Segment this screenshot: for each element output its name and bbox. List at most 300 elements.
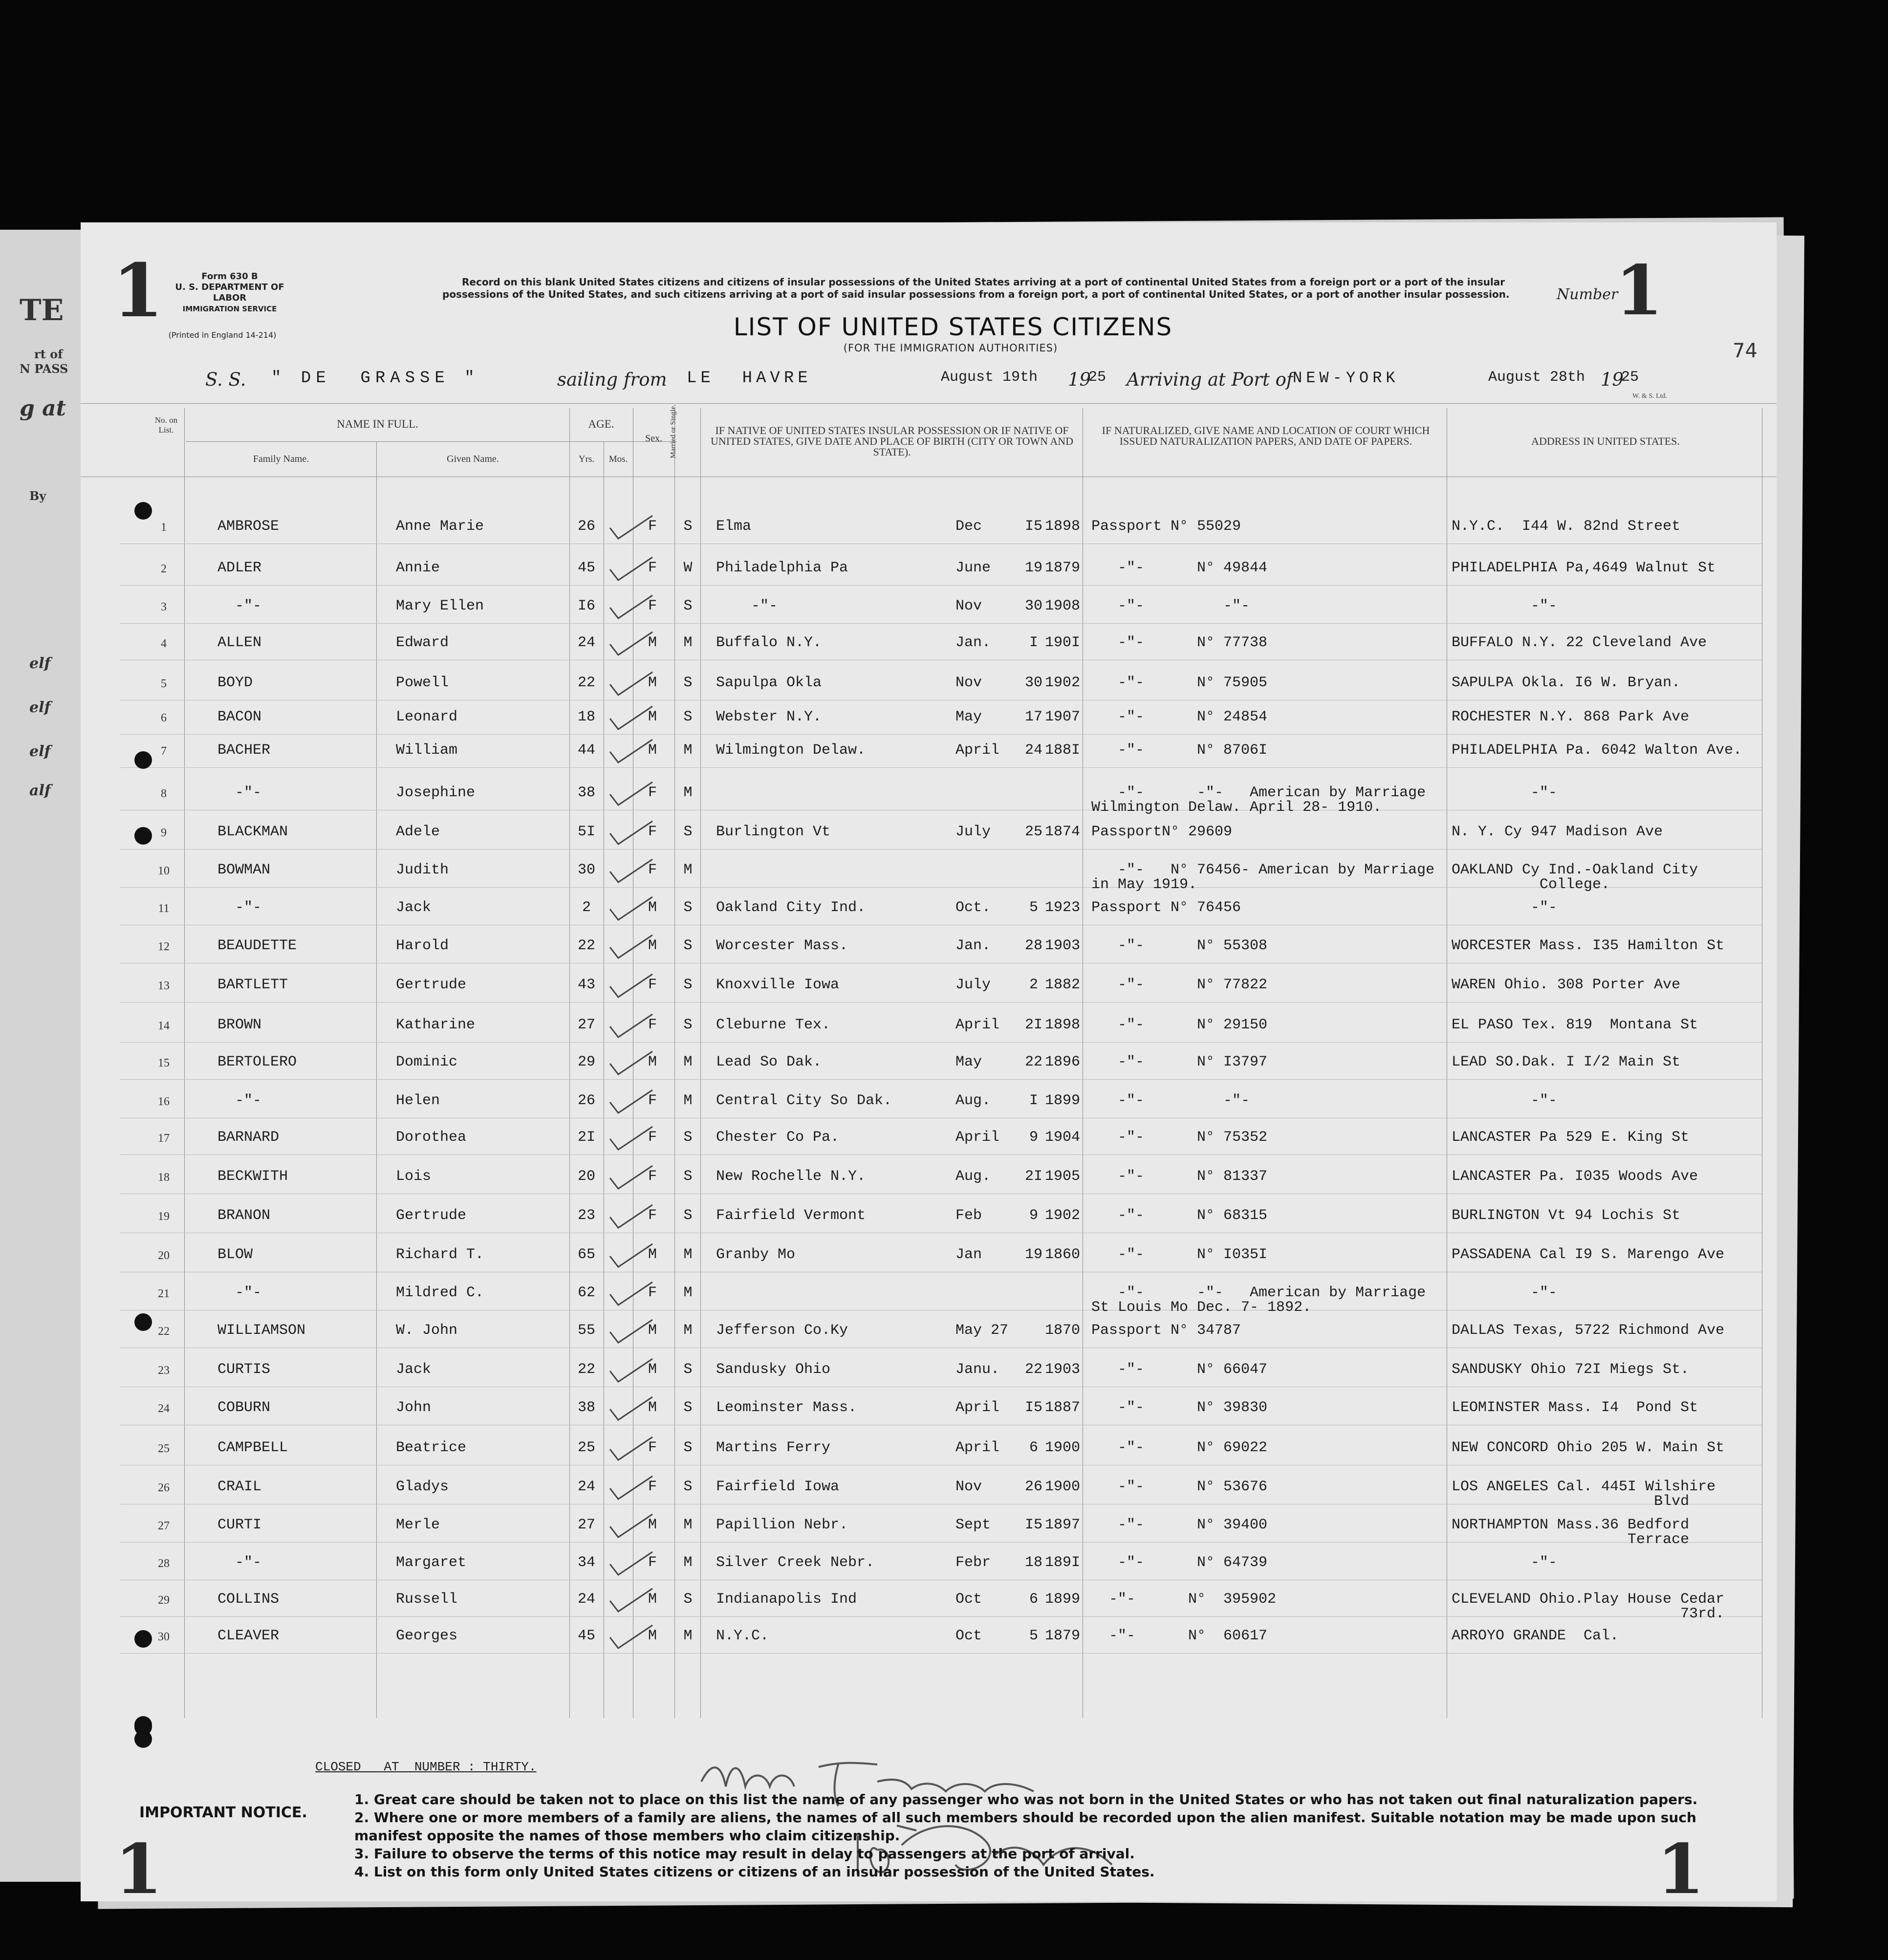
cell-year: 1898 — [1044, 1017, 1080, 1033]
cell-family: ADLER — [217, 560, 262, 576]
cell-day: 30 — [1024, 675, 1042, 691]
check-mark — [606, 593, 660, 622]
cell-year: 1907 — [1044, 709, 1080, 725]
cell-ms: M — [683, 862, 693, 878]
cell-year: 1898 — [1044, 518, 1080, 535]
cell-place: Jefferson Co.Ky — [716, 1322, 848, 1339]
cell-age: 55 — [577, 1322, 595, 1339]
punch-hole — [134, 502, 152, 520]
check-mark — [606, 1124, 660, 1154]
check-mark — [606, 670, 660, 699]
underlying-text: elf — [29, 743, 51, 760]
check-mark — [606, 1356, 660, 1386]
cell-addr: LANCASTER Pa. I035 Woods Ave — [1452, 1168, 1698, 1185]
cell-nat: -"- -"- — [1091, 1092, 1250, 1109]
cell-year: 1899 — [1044, 1591, 1080, 1608]
cell-given: Mary Ellen — [396, 598, 484, 614]
col-yrs: Yrs. — [578, 454, 595, 464]
punch-hole — [134, 1730, 152, 1748]
row-number: 11 — [158, 902, 170, 915]
cell-month: April — [955, 1129, 1000, 1146]
cell-ms: S — [683, 1168, 693, 1185]
cell-year: 1870 — [1044, 1322, 1080, 1339]
cell-nat: -"- N° 39400 — [1091, 1517, 1268, 1533]
notice-item: 3. Failure to observe the terms of this notice may result in delay to passengers at the port of arrival. — [354, 1846, 1135, 1862]
cell-sex: F — [648, 1129, 657, 1146]
cell-given: Leonard — [396, 709, 458, 725]
cell-day: 9 — [1029, 1207, 1038, 1224]
page-number-top-left: 1 — [112, 248, 164, 334]
cell-age: 5I — [577, 824, 595, 840]
row-number: 4 — [161, 637, 167, 650]
cell-nat: -"- N° 49844 — [1091, 560, 1268, 576]
cell-place: Elma — [716, 518, 752, 535]
cell-family: BARTLETT — [217, 977, 288, 993]
cell-addr: -"- — [1452, 1285, 1558, 1301]
cell-day: 6 — [1029, 1439, 1038, 1456]
cell-day: 2I — [1024, 1168, 1042, 1185]
cell-addr: N.Y.C. I44 W. 82nd Street — [1452, 518, 1681, 535]
cell-nat: -"- N° I035I — [1091, 1246, 1268, 1263]
department: U. S. DEPARTMENT OF LABOR — [175, 282, 284, 303]
cell-age: 2 — [582, 899, 591, 916]
cell-ms: S — [683, 1361, 693, 1378]
cell-sex: M — [648, 1517, 657, 1533]
cell-age: 22 — [577, 937, 595, 954]
row-number: 28 — [158, 1557, 170, 1570]
cell-ms: S — [683, 1207, 693, 1224]
cell-nat: PassportN° 29609 — [1091, 824, 1233, 840]
cell-addr: WAREN Ohio. 308 Porter Ave — [1452, 977, 1681, 993]
cell-addr: LEOMINSTER Mass. I4 Pond St — [1452, 1399, 1698, 1416]
check-mark — [606, 1435, 660, 1464]
cell-day: 26 — [1024, 1479, 1042, 1495]
cell-nat: -"- -"- American by Marriage — [1091, 784, 1426, 801]
cell-addr: ROCHESTER N.Y. 868 Park Ave — [1452, 709, 1690, 725]
cell-sex: F — [648, 977, 657, 993]
row-number: 3 — [161, 601, 167, 613]
cell-age: 24 — [577, 1479, 595, 1495]
check-mark — [606, 1549, 660, 1579]
cell-nat: -"- N° I3797 — [1091, 1054, 1268, 1070]
cell-ms: S — [683, 824, 693, 840]
port-from: LE HAVRE — [687, 369, 812, 388]
check-mark — [606, 972, 660, 1001]
cell-nat: Passport N° 76456 — [1091, 899, 1241, 916]
cell-ms: S — [683, 937, 693, 954]
cell-place: Sapulpa Okla — [716, 675, 822, 691]
cell-place: Indianapolis Ind — [716, 1591, 857, 1608]
cell-year: 190I — [1044, 634, 1080, 651]
cell-month: April — [955, 742, 1000, 759]
cell-nat: Passport N° 34787 — [1091, 1322, 1241, 1339]
cell-addr: LANCASTER Pa 529 E. King St — [1452, 1129, 1690, 1146]
cell-ms: S — [683, 1399, 693, 1416]
cell-day: I — [1029, 634, 1038, 651]
cell-year: 1860 — [1044, 1246, 1080, 1263]
cell-month: Oct — [955, 1591, 982, 1608]
cell-year: 1904 — [1044, 1129, 1080, 1146]
number-value: 1 — [1615, 251, 1663, 331]
cell-place: Granby Mo — [716, 1246, 796, 1263]
punch-hole — [134, 827, 152, 845]
cell-day: 24 — [1024, 742, 1042, 759]
row-number: 29 — [158, 1594, 170, 1607]
row-number: 24 — [158, 1402, 170, 1415]
cell-age: 44 — [577, 742, 595, 759]
cell-age: 22 — [577, 675, 595, 691]
cell-age: 45 — [577, 1628, 595, 1644]
underlying-text: TE — [20, 293, 64, 327]
cell-family: BROWN — [217, 1017, 262, 1033]
cell-given: Merle — [396, 1517, 440, 1533]
cell-addr: LEAD SO.Dak. I I/2 Main St — [1452, 1054, 1681, 1070]
cell-given: Mildred C. — [396, 1285, 484, 1301]
row-number: 19 — [158, 1210, 170, 1223]
cell-family: BACHER — [217, 742, 271, 759]
cell-month: July — [955, 977, 991, 993]
check-mark — [606, 1012, 660, 1041]
cell-sex: F — [648, 1439, 657, 1456]
cell-sex: M — [648, 1399, 657, 1416]
row-rule — [120, 1079, 1762, 1080]
row-number: 7 — [161, 745, 167, 758]
col-sex: Sex. — [645, 433, 662, 444]
cell-day: 2 — [1029, 977, 1038, 993]
column-rule — [700, 408, 701, 1718]
row-number: 26 — [158, 1481, 170, 1494]
cell-place: Silver Creek Nebr. — [716, 1554, 875, 1571]
check-mark — [606, 1241, 660, 1271]
cell-place: Chester Co Pa. — [716, 1129, 840, 1146]
cell-nat: -"- N° 68315 — [1091, 1207, 1268, 1224]
cell-month: Febr — [955, 1554, 991, 1571]
cell-sex: F — [648, 862, 657, 878]
cell-day: 5 — [1029, 1628, 1038, 1644]
check-mark — [606, 1317, 660, 1347]
cell-given: Georges — [396, 1628, 458, 1644]
cell-month: Jan. — [955, 937, 991, 954]
cell-addr: OAKLAND Cy Ind.-Oakland City — [1452, 862, 1698, 878]
cell-given: Josephine — [396, 784, 476, 801]
cell-nat: -"- N° 76456- American by Marriage — [1091, 862, 1435, 878]
cell-day: I — [1029, 1092, 1038, 1109]
cell-day: 19 — [1024, 560, 1042, 576]
underlying-text: By — [29, 489, 46, 503]
cell-sex: F — [648, 518, 657, 535]
cell-ms: S — [683, 1591, 693, 1608]
column-rule — [376, 441, 377, 1718]
check-mark — [606, 1163, 660, 1193]
cell-month: Sept — [955, 1517, 991, 1533]
column-rule — [569, 408, 570, 1718]
cell-nat: -"- N° 69022 — [1091, 1439, 1268, 1456]
row-number: 1 — [161, 521, 167, 534]
closing-note: CLOSED AT NUMBER : THIRTY. — [315, 1760, 537, 1774]
cell-place: Papillion Nebr. — [716, 1517, 848, 1533]
cell-sex: F — [648, 560, 657, 576]
cell-nat: -"- N° 24854 — [1091, 709, 1268, 725]
cell-month: April — [955, 1017, 1000, 1033]
check-mark — [606, 1049, 660, 1078]
notice-item: 4. List on this form only United States citizens or citizens of an insular possession of the United States. — [354, 1864, 1155, 1880]
cell-place: Burlington Vt — [716, 824, 831, 840]
arrival-year-prefix: 19 — [1601, 369, 1624, 390]
cell-family: CURTIS — [217, 1361, 271, 1378]
cell-addr-continued: College. — [1452, 876, 1610, 893]
cell-age: 24 — [577, 634, 595, 651]
check-mark — [606, 1586, 660, 1615]
row-number: 27 — [158, 1520, 170, 1532]
cell-addr: WORCESTER Mass. I35 Hamilton St — [1452, 937, 1725, 954]
arrival-year: 25 — [1621, 369, 1639, 386]
cell-age: 27 — [577, 1517, 595, 1533]
cell-ms: S — [683, 518, 693, 535]
cell-sex: M — [648, 634, 657, 651]
cell-given: Dominic — [396, 1054, 458, 1070]
cell-family: CRAIL — [217, 1479, 262, 1495]
cell-nat: -"- N° 64739 — [1091, 1554, 1268, 1571]
year-prefix: 19 — [1068, 369, 1091, 390]
cell-family: BOYD — [217, 675, 253, 691]
row-number: 25 — [158, 1442, 170, 1455]
cell-addr: PHILADELPHIA Pa. 6042 Walton Ave. — [1452, 742, 1742, 759]
cell-family: -"- — [217, 598, 262, 614]
sail-year: 25 — [1088, 369, 1107, 386]
cell-year: 1900 — [1044, 1439, 1080, 1456]
cell-nat: -"- -"- American by Marriage — [1091, 1285, 1426, 1301]
form-id: Form 630 B — [201, 271, 258, 282]
col-given-name: Given Name. — [447, 454, 499, 464]
row-number: 15 — [158, 1057, 170, 1069]
row-number: 21 — [158, 1287, 170, 1300]
cell-month: April — [955, 1399, 1000, 1416]
cell-family: CURTI — [217, 1517, 262, 1533]
cell-nat: -"- N° 8706I — [1091, 742, 1268, 759]
check-mark — [606, 1280, 660, 1309]
cell-year: 1908 — [1044, 598, 1080, 614]
check-mark — [606, 819, 660, 848]
col-mos: Mos. — [608, 454, 628, 464]
cell-month: Nov — [955, 1479, 982, 1495]
col-naturalized: IF NATURALIZED, GIVE NAME AND LOCATION OF COURT WHICH ISSUED NATURALIZATION PAPERS, AND DATE OF PAPERS. — [1102, 424, 1430, 447]
page-number-bottom-left: 1 — [115, 1829, 163, 1901]
cell-given: Lois — [396, 1168, 432, 1185]
cell-given: Anne Marie — [396, 518, 484, 535]
col-married: Married or Single. — [669, 404, 677, 458]
punch-hole — [134, 1313, 152, 1331]
cell-ms: M — [683, 1092, 693, 1109]
cell-month: April — [955, 1439, 1000, 1456]
cell-sex: F — [648, 1207, 657, 1224]
cell-day: 2I — [1024, 1017, 1042, 1033]
cell-nat: -"- N° 53676 — [1091, 1479, 1268, 1495]
record-notice: Record on this blank United States citizens and citizens of insular possessions of the United States arriving at a port of continental United States from a foreign port or a port of the insular possessions of the United States, and such citizens arriving at a port of said insular possessions from a foreign port, a port of continental United States, or a port of another insular possession. — [442, 276, 1510, 300]
cell-family: -"- — [217, 1554, 262, 1571]
cell-day: I5 — [1024, 1399, 1042, 1416]
cell-age: 26 — [577, 1092, 595, 1109]
cell-family: -"- — [217, 899, 262, 916]
ship-name: " DE GRASSE " — [271, 369, 479, 388]
cell-place: Fairfield Iowa — [716, 1479, 840, 1495]
ss-label: S. S. — [205, 369, 246, 390]
check-mark — [606, 555, 660, 584]
cell-sex: F — [648, 1479, 657, 1495]
cell-day: I5 — [1024, 1517, 1042, 1533]
number-label: Number — [1557, 286, 1618, 303]
cell-year: 1903 — [1044, 937, 1080, 954]
cell-ms: M — [683, 634, 693, 651]
check-mark — [606, 1474, 660, 1503]
cell-given: Richard T. — [396, 1246, 484, 1263]
cell-day: 9 — [1029, 1129, 1038, 1146]
cell-given: John — [396, 1399, 432, 1416]
cell-sex: F — [648, 1554, 657, 1571]
cell-ms: S — [683, 1439, 693, 1456]
cell-ms: S — [683, 709, 693, 725]
cell-month: May — [955, 1054, 982, 1070]
row-number: 16 — [158, 1095, 170, 1108]
cell-addr: N. Y. Cy 947 Madison Ave — [1452, 824, 1663, 840]
row-rule — [120, 1154, 1762, 1155]
cell-age: 65 — [577, 1246, 595, 1263]
cell-ms: S — [683, 1479, 693, 1495]
cell-ms: W — [683, 560, 693, 576]
row-number: 20 — [158, 1249, 170, 1262]
punch-hole — [134, 1630, 152, 1648]
cell-year: 1897 — [1044, 1517, 1080, 1533]
cell-ms: S — [683, 598, 693, 614]
column-rule — [184, 408, 185, 1718]
row-number: 10 — [158, 865, 170, 877]
cell-age: 26 — [577, 518, 595, 535]
notice-item: 2. Where one or more members of a family are aliens, the names of all such members should be recorded upon the alien manifest. Suitable notation may be made upon such manifest opposite the names of those members who claim citizenship. — [354, 1809, 1696, 1844]
cell-addr: DALLAS Texas, 5722 Richmond Ave — [1452, 1322, 1725, 1339]
cell-given: Harold — [396, 937, 449, 954]
cell-month: Dec — [955, 518, 982, 535]
cell-day: 6 — [1029, 1591, 1038, 1608]
row-number: 5 — [161, 677, 167, 690]
cell-ms: M — [683, 742, 693, 759]
cell-ms: S — [683, 1129, 693, 1146]
check-mark — [606, 513, 660, 543]
cell-nat: Passport N° 55029 — [1091, 518, 1241, 535]
cell-age: 23 — [577, 1207, 595, 1224]
check-mark — [606, 704, 660, 733]
cell-family: CAMPBELL — [217, 1439, 288, 1456]
page-subtitle: (FOR THE IMMIGRATION AUTHORITIES) — [843, 342, 1058, 354]
cell-age: 30 — [577, 862, 595, 878]
cell-sex: M — [648, 1054, 657, 1070]
cell-month: Jan. — [955, 634, 991, 651]
cell-addr: BURLINGTON Vt 94 Lochis St — [1452, 1207, 1681, 1224]
row-number: 14 — [158, 1020, 170, 1032]
cell-family: COLLINS — [217, 1591, 280, 1608]
cell-place: New Rochelle N.Y. — [716, 1168, 866, 1185]
cell-sex: F — [648, 598, 657, 614]
cell-sex: F — [648, 1017, 657, 1033]
cell-nat: -"- N° 66047 — [1091, 1361, 1268, 1378]
cell-given: Jack — [396, 899, 432, 916]
underlying-text: elf — [29, 699, 51, 716]
row-rule — [120, 585, 1762, 586]
row-number: 23 — [158, 1364, 170, 1377]
check-mark — [606, 933, 660, 962]
cell-year: 1900 — [1044, 1479, 1080, 1495]
cell-day: I5 — [1024, 518, 1042, 535]
check-mark — [606, 1202, 660, 1232]
cell-place: Cleburne Tex. — [716, 1017, 831, 1033]
cell-year: 1902 — [1044, 675, 1080, 691]
row-rule — [120, 734, 1762, 735]
cell-given: Beatrice — [396, 1439, 467, 1456]
cell-age: 43 — [577, 977, 595, 993]
cell-age: 29 — [577, 1054, 595, 1070]
cell-day: 25 — [1024, 824, 1042, 840]
row-number: 13 — [158, 980, 170, 992]
col-birth: IF NATIVE OF UNITED STATES INSULAR POSSESSION OR IF NATIVE OF UNITED STATES, GIVE DATE AND PLACE OF BIRTH (CITY OR TOWN AND STATE). — [710, 424, 1074, 458]
col-age: AGE. — [588, 418, 614, 430]
cell-sex: M — [648, 937, 657, 954]
cell-day: 22 — [1024, 1361, 1042, 1378]
cell-year: 188I — [1044, 742, 1080, 759]
cell-month: Janu. — [955, 1361, 1000, 1378]
cell-age: 62 — [577, 1285, 595, 1301]
cell-given: Edward — [396, 634, 449, 651]
cell-sex: M — [648, 899, 657, 916]
cell-nat: -"- N° 60617 — [1091, 1628, 1268, 1644]
cell-family: AMBROSE — [217, 518, 280, 535]
arrival-date: August 28th — [1488, 369, 1585, 386]
check-mark — [606, 857, 660, 886]
cell-age: 27 — [577, 1017, 595, 1033]
cell-sex: M — [648, 709, 657, 725]
cell-month: June — [955, 560, 991, 576]
cell-month: Jan — [955, 1246, 982, 1263]
cell-ms: S — [683, 899, 693, 916]
cell-sex: F — [648, 1092, 657, 1109]
underlying-text: elf — [29, 655, 51, 672]
printer-mark: W. & S. Ltd. — [1632, 392, 1668, 400]
cell-age: 2I — [577, 1129, 595, 1146]
cell-given: Gertrude — [396, 1207, 467, 1224]
cell-addr: -"- — [1452, 1092, 1558, 1109]
cell-addr: PASSADENA Cal I9 S. Marengo Ave — [1452, 1246, 1725, 1263]
cell-sex: M — [648, 742, 657, 759]
underlying-text: alf — [29, 782, 51, 799]
cell-age: 20 — [577, 1168, 595, 1185]
port-to: NEW-YORK — [1293, 369, 1399, 387]
cell-place: Knoxville Iowa — [716, 977, 840, 993]
cell-nat: -"- N° 55308 — [1091, 937, 1268, 954]
cell-nat: -"- N° 75905 — [1091, 675, 1268, 691]
cell-day: 30 — [1024, 598, 1042, 614]
cell-given: Gertrude — [396, 977, 467, 993]
cell-ms: M — [683, 1554, 693, 1571]
cell-family: BERTOLERO — [217, 1054, 297, 1070]
cell-ms: S — [683, 1017, 693, 1033]
cell-given: Margaret — [396, 1554, 467, 1571]
underlying-text: rt of — [34, 347, 63, 361]
sail-date: August 19th — [941, 369, 1038, 386]
cell-place: Buffalo N.Y. — [716, 634, 822, 651]
cell-given: Dorothea — [396, 1129, 467, 1146]
cell-year: 189I — [1044, 1554, 1080, 1571]
cell-nat: -"- N° 395902 — [1091, 1591, 1277, 1608]
cell-family: -"- — [217, 1285, 262, 1301]
cell-ms: S — [683, 675, 693, 691]
cell-month: Nov — [955, 675, 982, 691]
